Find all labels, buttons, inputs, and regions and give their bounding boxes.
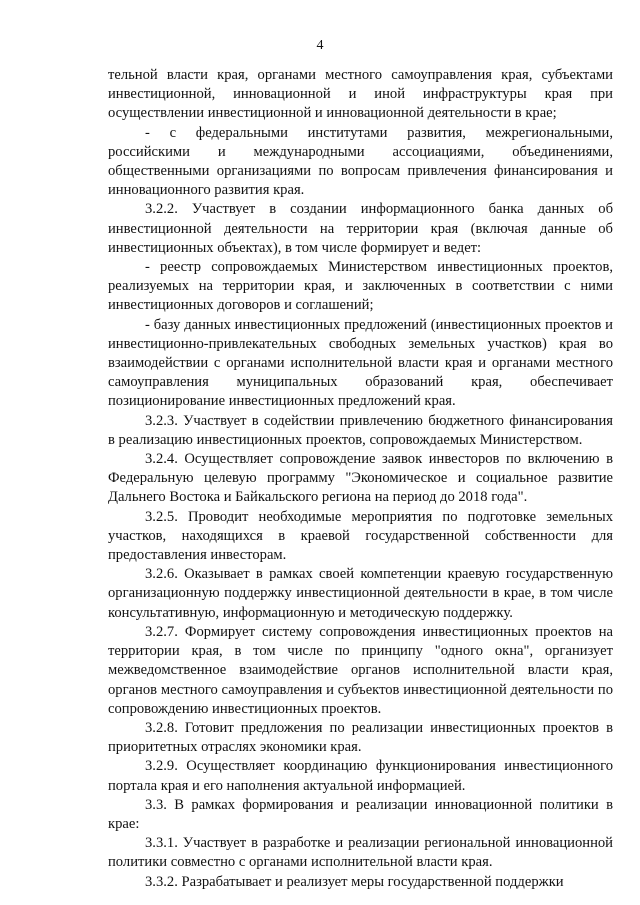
paragraph: 3.2.8. Готовит предложения по реализации инвестиционных проектов в приоритетных отраслях экономики края.	[108, 719, 613, 756]
paragraph: 3.2.5. Проводит необходимые мероприятия по подготовке земельных участков, находящихся в краевой государственной собственности для предоставления инвесторам.	[108, 508, 613, 564]
paragraph: - базу данных инвестиционных предложений (инвестиционных проектов и инвестиционно-привлекательных свободных земельных участков) края во взаимодействии с органами исполнительной власти края и органами местного самоуправления муниципальных образований края, обеспечивает позиционирование инвестиционных предложений края.	[108, 316, 613, 410]
paragraph: 3.2.7. Формирует систему сопровождения инвестиционных проектов на территории края, в том числе по принципу "одного окна", организует межведомственное взаимодействие органов исполнительной власти края, органов местного самоуправления и субъектов инвестиционной деятельности по сопровождению инвестиционных проектов.	[108, 623, 613, 717]
paragraph: - реестр сопровождаемых Министерством инвестиционных проектов, реализуемых на территории края, и заключенных в соответствии с ними инвестиционных договоров и соглашений;	[108, 259, 613, 314]
paragraph: 3.2.2. Участвует в создании информационного банка данных об инвестиционной деятельности на территории края (включая данные об инвестиционных объектах), в том числе формирует и ведет:	[108, 201, 613, 256]
paragraph: 3.3. В рамках формирования и реализации инновационной политики в крае:	[108, 796, 613, 832]
page-number: 4	[316, 38, 324, 53]
paragraph: - с федеральными институтами развития, межрегиональными, российскими и международными ассоциациями, объединениями, общественными организациями по вопросам привлечения финансирования и инновационного развития края.	[108, 124, 613, 199]
paragraph: 3.2.9. Осуществляет координацию функционирования инвестиционного портала края и его наполнения актуальной информацией.	[108, 758, 613, 794]
document-body	[108, 66, 613, 892]
paragraph: 3.2.6. Оказывает в рамках своей компетенции краевую государственную организационную поддержку инвестиционной деятельности в крае, в том числе консультативную, информационную и методическую поддержку.	[108, 566, 613, 621]
paragraph: 3.3.2. Разрабатывает и реализует меры государственной поддержки	[145, 873, 564, 890]
paragraph: тельной власти края, органами местного самоуправления края, субъектами инвестиционной, инновационной и иной инфраструктуры края при осуществлении инвестиционной и инновационной деятельности в крае;	[108, 67, 613, 122]
paragraph: 3.3.1. Участвует в разработке и реализации региональной инновационной политики совместно с органами исполнительной власти края.	[108, 835, 613, 871]
paragraph: 3.2.4. Осуществляет сопровождение заявок инвесторов по включению в Федеральную целевую программу "Экономическое и социальное развитие Дальнего Востока и Байкальского региона на период до 2018 года".	[108, 451, 613, 506]
paragraph: 3.2.3. Участвует в содействии привлечению бюджетного финансирования в реализацию инвестиционных проектов, сопровождаемых Министерством.	[108, 412, 613, 448]
